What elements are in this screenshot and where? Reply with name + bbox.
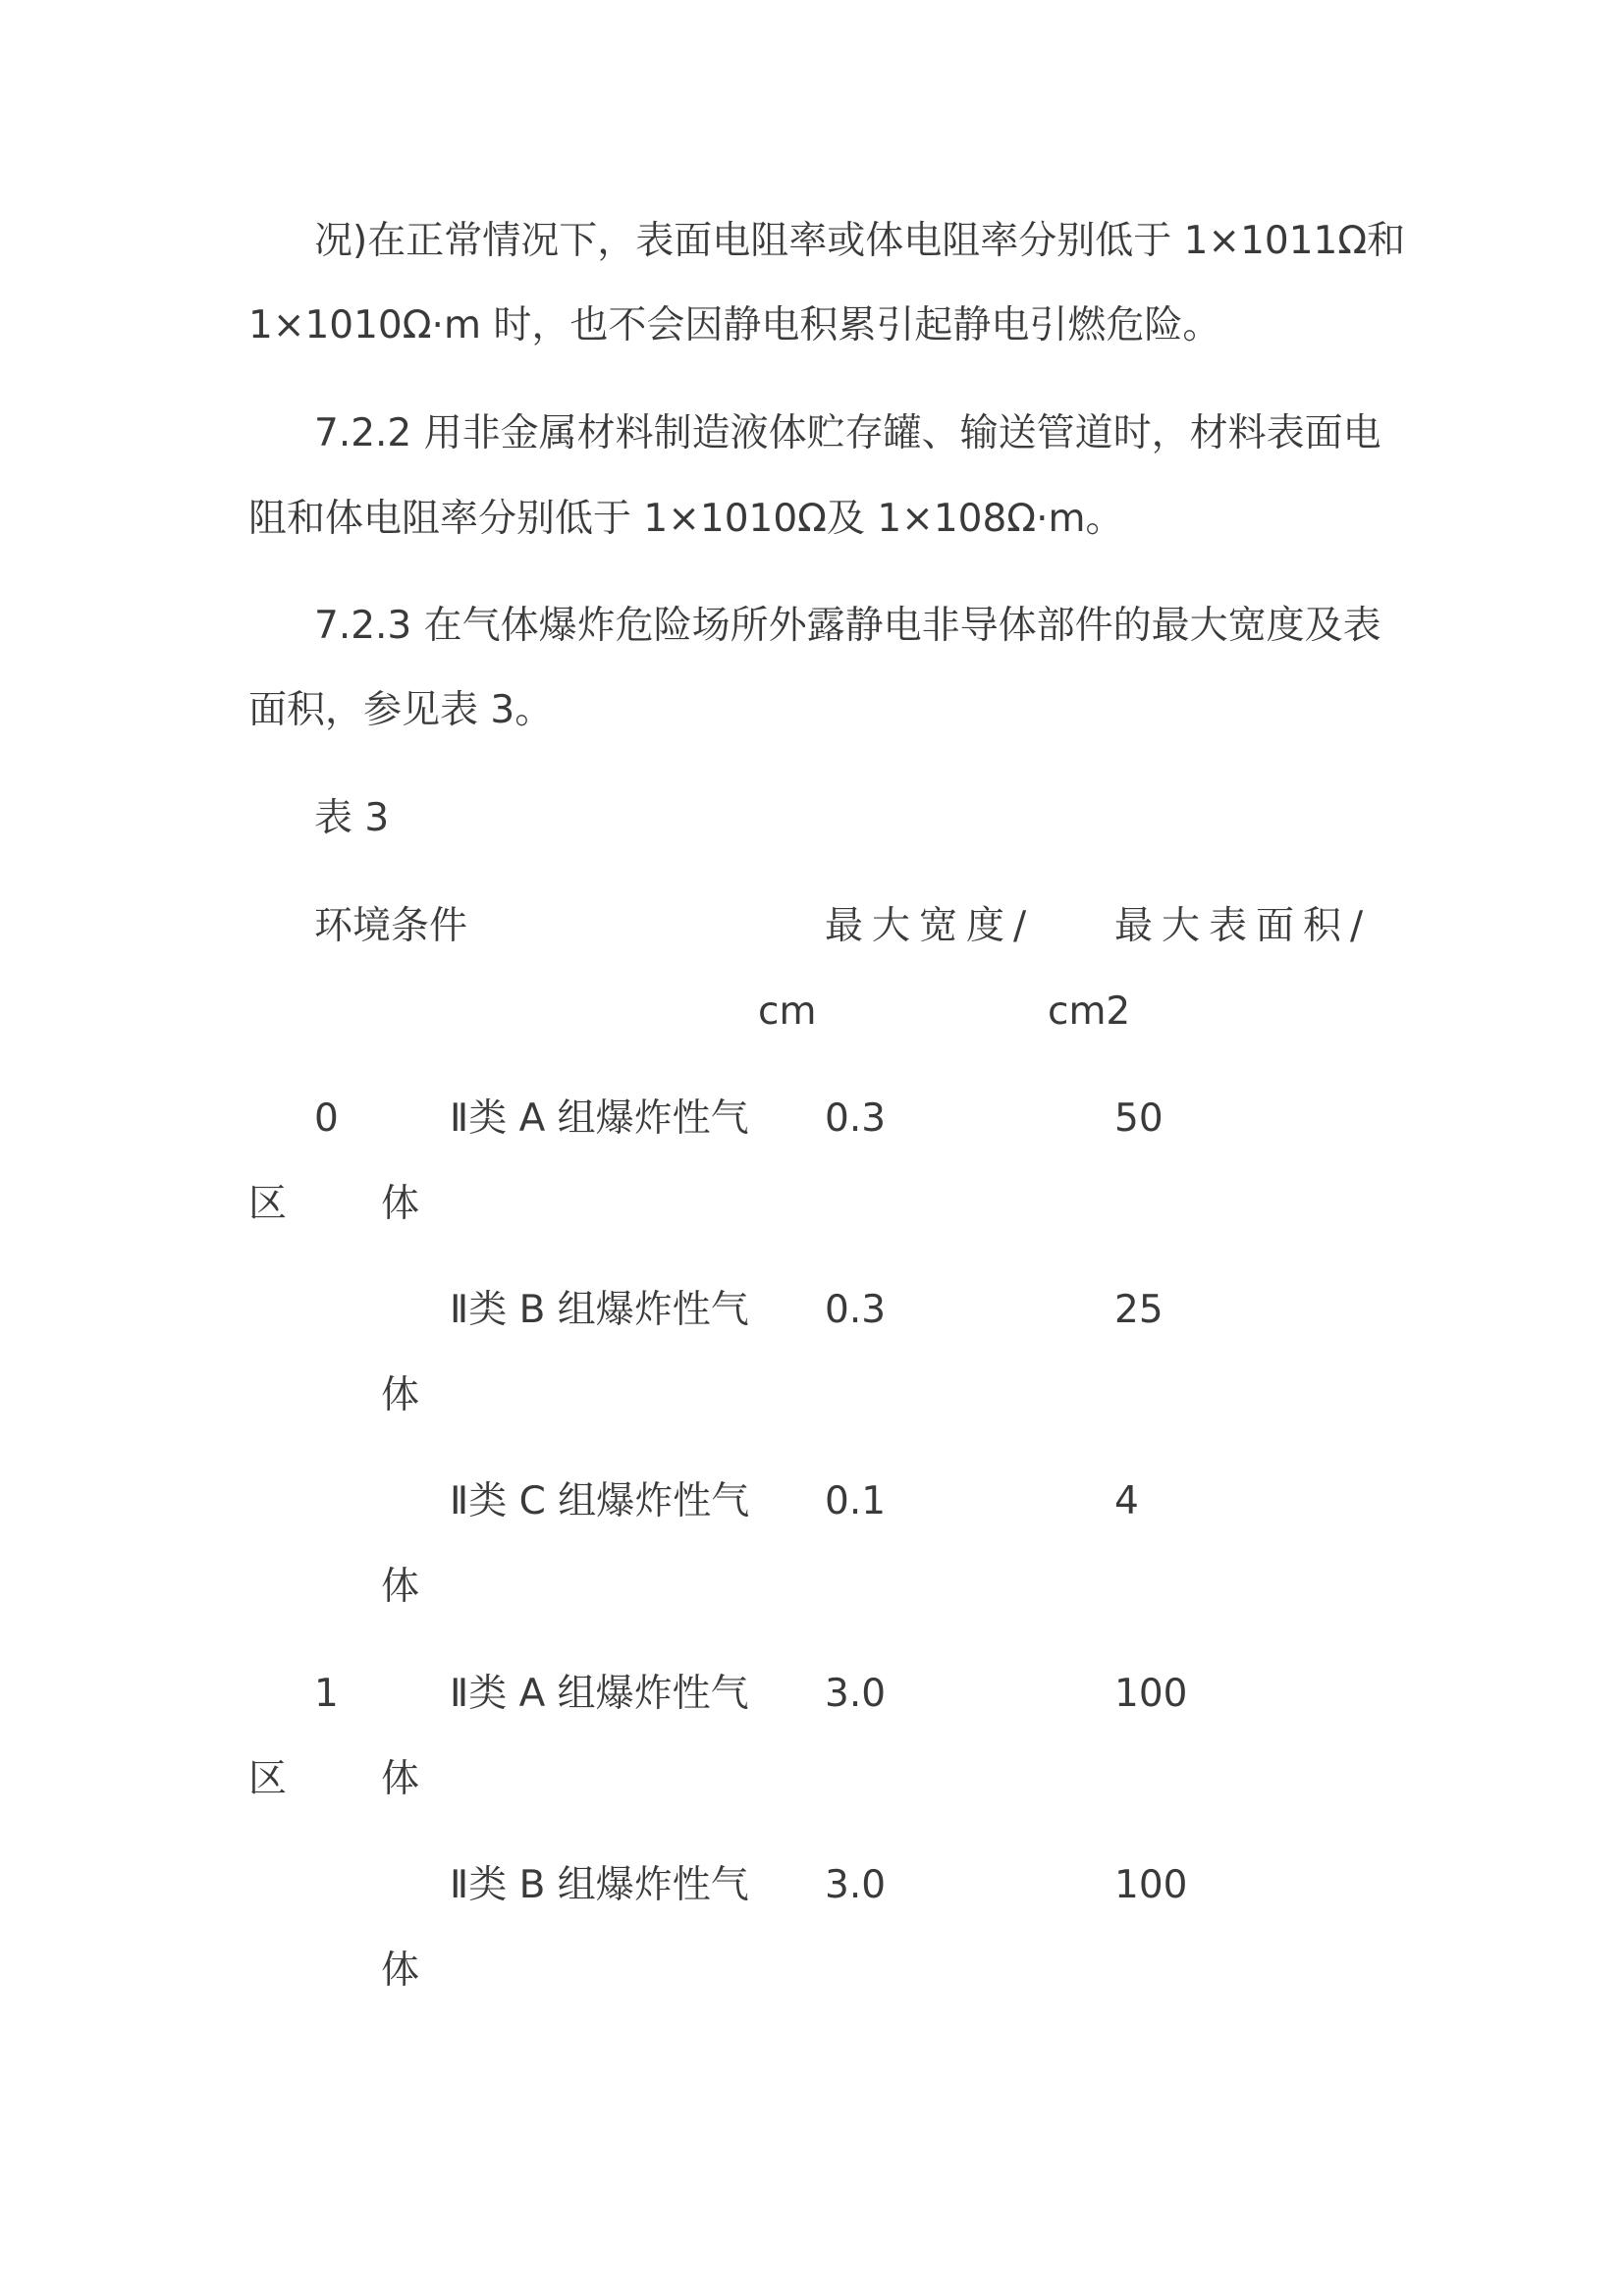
paragraph-3-line-1: 7.2.3 在气体爆炸危险场所外露静电非导体部件的最大宽度及表 xyxy=(314,604,1381,648)
paragraph-3-line-2: 面积，参见表 3。 xyxy=(248,688,554,732)
gas-group-tail: 体 xyxy=(381,1757,420,1801)
gas-group-tail: 体 xyxy=(381,1565,420,1609)
max-area-cell: 25 xyxy=(1114,1288,1164,1332)
header-max-width: 最大宽度/ xyxy=(825,904,1036,948)
zone-label: 区 xyxy=(248,1757,288,1801)
paragraph-1-line-2: 1×1010Ω·m 时，也不会因静电积累引起静电引燃危险。 xyxy=(248,303,1221,347)
gas-group-cell: Ⅱ类 A 组爆炸性气 xyxy=(450,1672,749,1716)
paragraph-2-line-1: 7.2.2 用非金属材料制造液体贮存罐、输送管道时，材料表面电 xyxy=(314,411,1381,455)
table-caption: 表 3 xyxy=(314,796,390,840)
max-width-cell: 0.3 xyxy=(825,1288,887,1332)
gas-group-cell: Ⅱ类 B 组爆炸性气 xyxy=(450,1863,749,1907)
max-area-cell: 50 xyxy=(1114,1096,1164,1141)
max-area-cell: 100 xyxy=(1114,1672,1188,1716)
header-environment: 环境条件 xyxy=(314,904,468,948)
gas-group-tail: 体 xyxy=(381,1182,420,1226)
gas-group-cell: Ⅱ类 A 组爆炸性气 xyxy=(450,1096,749,1141)
gas-group-tail: 体 xyxy=(381,1949,420,1993)
zone-number: 0 xyxy=(314,1096,339,1141)
zone-label: 区 xyxy=(248,1182,288,1226)
max-width-cell: 3.0 xyxy=(825,1863,887,1907)
max-area-cell: 100 xyxy=(1114,1863,1188,1907)
header-max-area: 最大表面积/ xyxy=(1114,904,1373,948)
header-area-unit: cm2 xyxy=(1048,989,1131,1034)
gas-group-cell: Ⅱ类 B 组爆炸性气 xyxy=(450,1288,749,1332)
zone-number: 1 xyxy=(314,1672,339,1716)
header-width-unit: cm xyxy=(758,989,817,1034)
max-width-cell: 0.3 xyxy=(825,1096,887,1141)
paragraph-1-line-1: 况)在正常情况下，表面电阻率或体电阻率分别低于 1×1011Ω和 xyxy=(314,219,1406,263)
paragraph-2-line-2: 阻和体电阻率分别低于 1×1010Ω及 1×108Ω·m。 xyxy=(248,497,1124,541)
gas-group-cell: Ⅱ类 C 组爆炸性气 xyxy=(450,1479,750,1523)
max-width-cell: 0.1 xyxy=(825,1479,887,1523)
max-area-cell: 4 xyxy=(1114,1479,1139,1523)
max-width-cell: 3.0 xyxy=(825,1672,887,1716)
gas-group-tail: 体 xyxy=(381,1373,420,1417)
